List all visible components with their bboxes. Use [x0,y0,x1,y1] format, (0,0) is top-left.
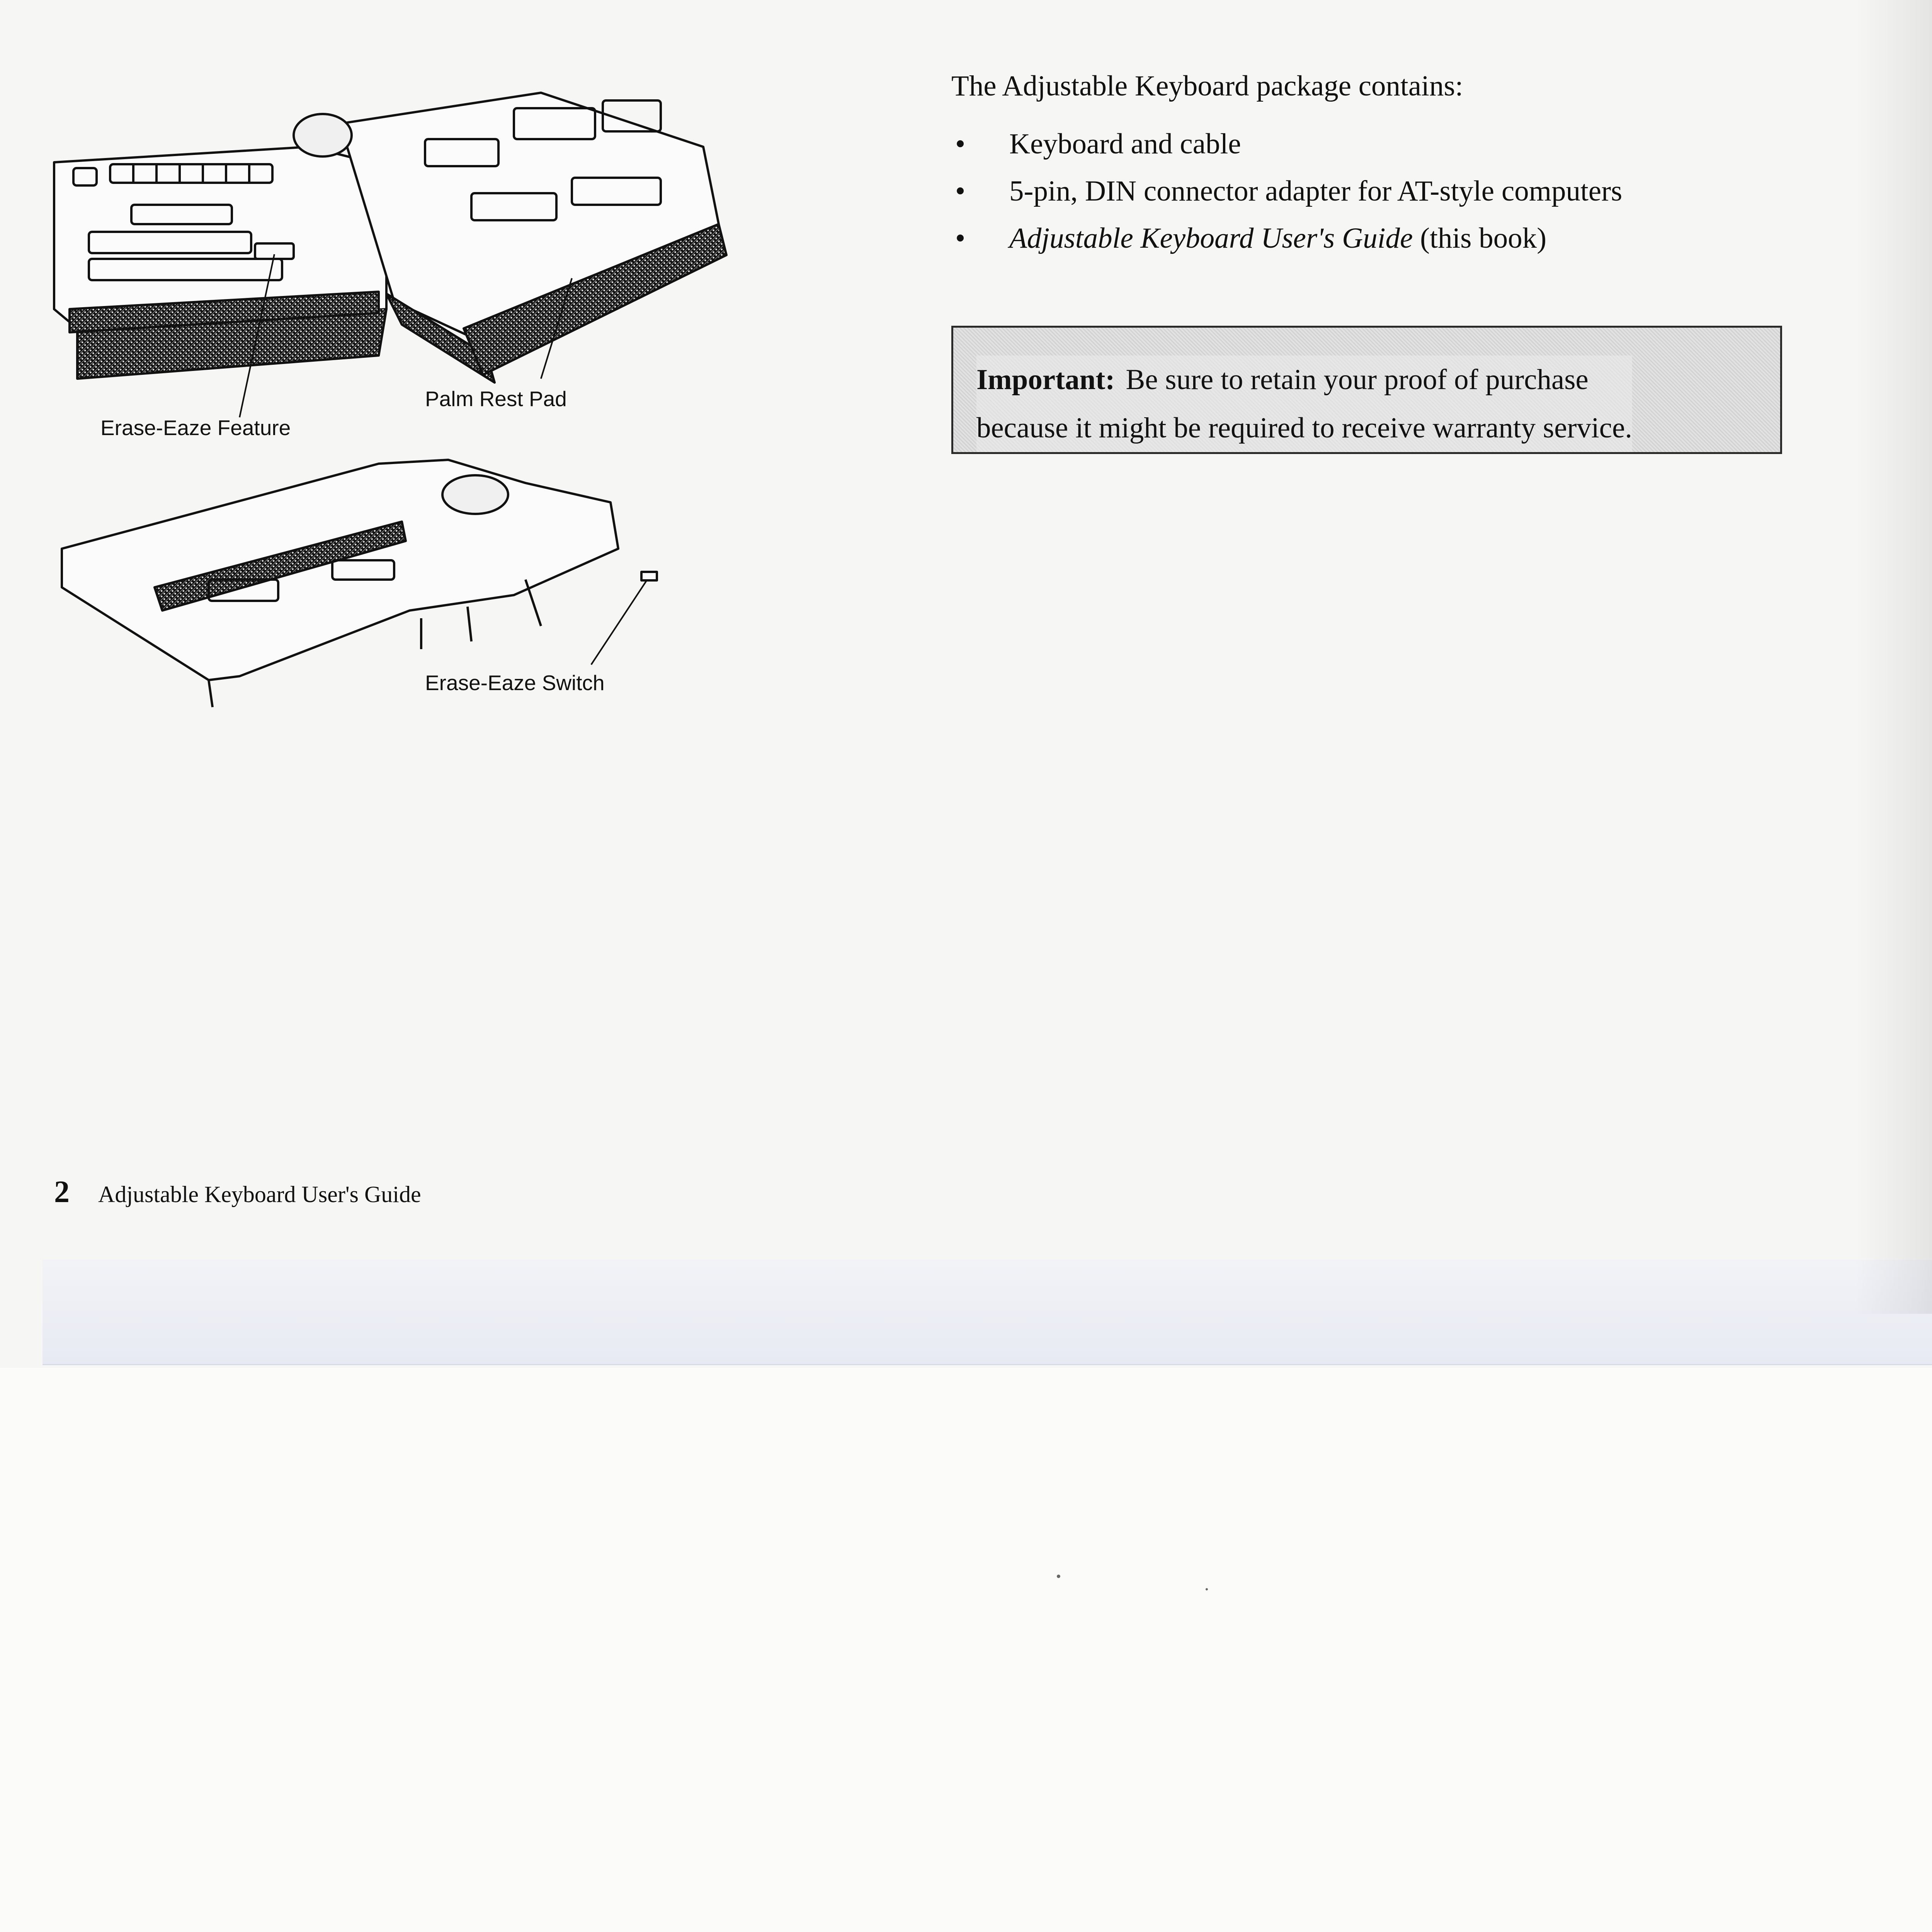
scan-speck [1057,1575,1060,1578]
scan-speck [1206,1588,1208,1590]
page-footer [54,1175,421,1210]
list-item [951,175,1622,222]
list-item-text: 5-pin, DIN connector adapter for AT-style computers [1009,175,1622,207]
left-keyboard-half [54,147,386,379]
erase-eaze-switch-label: Erase-Eaze Switch [425,671,605,695]
notice-line-2: because it might be required to receive warranty service. [976,412,1633,444]
package-intro: The Adjustable Keyboard package contains: [951,70,1463,102]
page-edge [43,1260,1932,1365]
bullet-icon: • [955,222,966,254]
list-item-text: (this book) [1413,222,1547,254]
palm-rest-pad-label: Palm Rest Pad [425,387,567,411]
page-number: 2 [54,1175,70,1209]
keyboard-figure [39,77,858,715]
erase-eaze-feature-label: Erase-Eaze Feature [100,416,291,440]
important-notice [951,326,1782,454]
bullet-icon: • [955,128,966,160]
book-title: Adjustable Keyboard User's Guide [1009,222,1413,254]
erase-eaze-switch-leader [591,580,647,665]
package-contents-list [951,128,1622,269]
binding-shadow [1855,0,1932,1314]
bullet-icon: • [955,175,966,207]
running-head: Adjustable Keyboard User's Guide [98,1182,421,1207]
list-item-text: Keyboard and cable [1009,128,1241,160]
notice-line-1: Be sure to retain your proof of purchase [1126,364,1588,396]
notice-text [976,355,1632,452]
notice-label: Important: [976,364,1115,396]
list-item [951,128,1622,175]
tented-keyboard [62,460,657,707]
list-item [951,222,1622,269]
